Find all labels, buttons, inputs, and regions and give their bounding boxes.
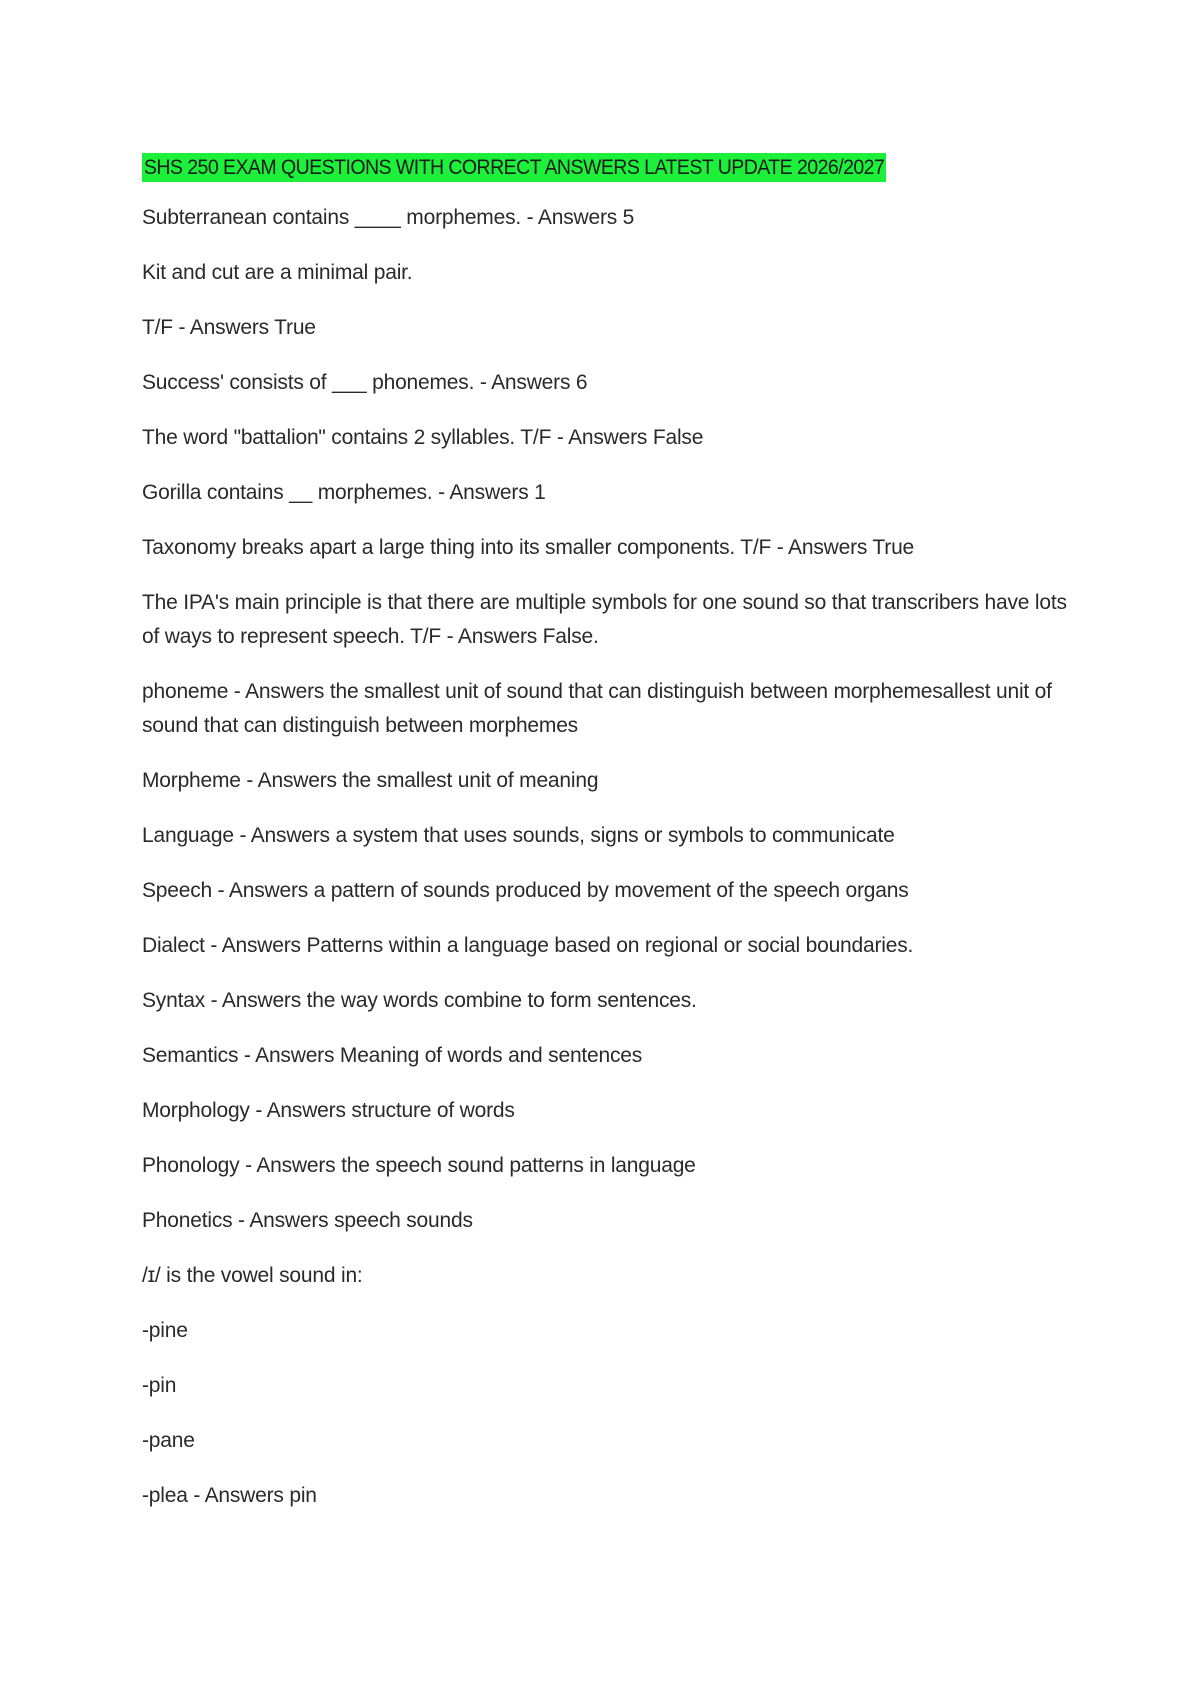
qa-line: Speech - Answers a pattern of sounds produced by movement of the speech organs xyxy=(142,879,909,902)
qa-line: -pin xyxy=(142,1374,177,1397)
qa-line: Semantics - Answers Meaning of words and sentences xyxy=(142,1044,643,1067)
qa-line: Success' consists of ___ phonemes. - Answers 6 xyxy=(142,371,588,394)
qa-line: Kit and cut are a minimal pair. xyxy=(142,261,413,284)
document-page xyxy=(142,153,1067,1534)
qa-line: Phonetics - Answers speech sounds xyxy=(142,1209,473,1232)
qa-line: /ɪ/ is the vowel sound in: xyxy=(142,1264,363,1287)
qa-line: phoneme - Answers the smallest unit of sound that can distinguish between morphemesallest unit of sound that can distinguish between morphemes xyxy=(142,680,1052,737)
qa-line: Morphology - Answers structure of words xyxy=(142,1099,515,1122)
document-title: SHS 250 EXAM QUESTIONS WITH CORRECT ANSWERS LATEST UPDATE 2026/2027 xyxy=(142,153,886,182)
qa-line: Taxonomy breaks apart a large thing into its smaller components. T/F - Answers True xyxy=(142,536,915,559)
qa-line: -pine xyxy=(142,1319,188,1342)
qa-line: The word "battalion" contains 2 syllables. T/F - Answers False xyxy=(142,426,704,449)
qa-line: -pane xyxy=(142,1429,195,1452)
qa-line: Syntax - Answers the way words combine to form sentences. xyxy=(142,989,697,1012)
qa-line: T/F - Answers True xyxy=(142,316,316,339)
qa-line: Dialect - Answers Patterns within a language based on regional or social boundaries. xyxy=(142,934,914,957)
qa-line: The IPA's main principle is that there are multiple symbols for one sound so that transcribers have lots of ways to represent speech. T/F - Answers False. xyxy=(142,591,1067,648)
qa-line: Gorilla contains __ morphemes. - Answers 1 xyxy=(142,481,546,504)
qa-line: Language - Answers a system that uses sounds, signs or symbols to communicate xyxy=(142,824,895,847)
qa-line: -plea - Answers pin xyxy=(142,1484,317,1507)
qa-line: Subterranean contains ____ morphemes. - Answers 5 xyxy=(142,206,635,229)
qa-line: Phonology - Answers the speech sound patterns in language xyxy=(142,1154,696,1177)
qa-line: Morpheme - Answers the smallest unit of meaning xyxy=(142,769,599,792)
